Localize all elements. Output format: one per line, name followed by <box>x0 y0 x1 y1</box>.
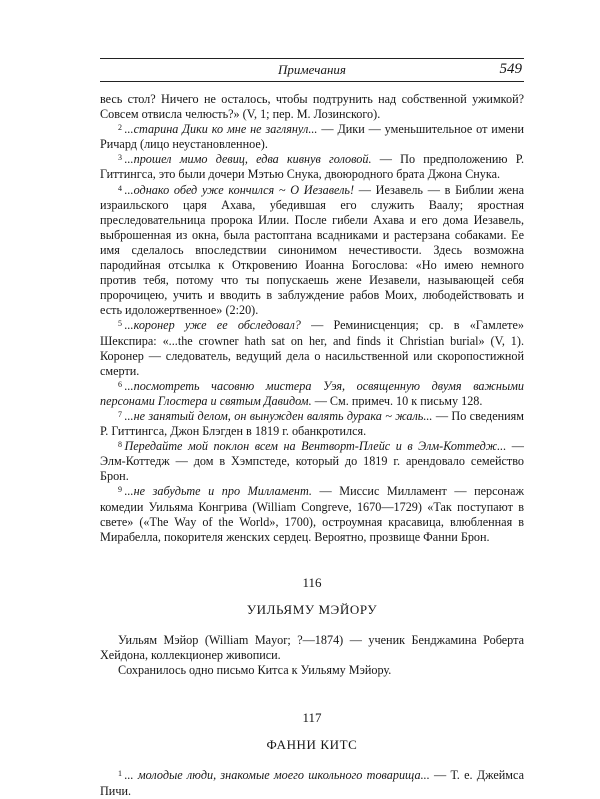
letter-116-intro: Уильям Мэйор (William Mayor; ?—1874) — ученик Бенджамина Роберта Хейдона, коллекционер живописи. <box>100 633 524 663</box>
letter-116-number: 116 <box>302 574 322 590</box>
letter-117-note-1: $^1$ ... молодые люди, знакомые моего школьного товарища... — Т. е. Джеймса Пичи. <box>100 768 524 798</box>
note-7: $^7$ ...не занятый делом, он вынужден валять дурака ~ жаль... — По сведениям Р. Гиттингса, Джон Блэгден в 1819 г. обанкротился. <box>100 408 524 439</box>
letter-117-number: 117 <box>302 710 322 726</box>
page-body <box>100 92 524 799</box>
running-title: Примечания <box>278 62 346 77</box>
running-header <box>100 58 524 82</box>
note-3: $^3$ ...прошел мимо девиц, едва кивнув головой. — По предположению Р. Гиттингса, это были дочери Мэтью Снука, двоюродного брата Джона Снука. <box>100 152 525 182</box>
continuation-text: весь стол? Ничего не осталось, чтобы подтрунить над собственной ужимкой? Совсем отвисла челюсть?» (V, 1; пер. М. Лозинского). <box>100 92 524 122</box>
note-4: $^4$ ...однако обед уже кончился ~ О Иезавель! — Иезавель — в Библии жена израильского царя Ахава, убедившая его служить Ваалу; яростная преследовательница пророка Илии. После гибели Ахава и его дома Иезавель, выброшенная из окна, была растоптана всадниками и растерзана собаками. Ее имя сделалось впоследствии синонимом нечестивости. Здесь возможна пародийная отсылка к Откровению Иоанна Богослова: «Но имею немного против тебя, потому что ты попускаешь жене Иезавели, называющей себя пророчицею, учить и вводить в заблуждение рабов Моих, любодействовать и есть идоложертвенное» (2:20). <box>100 182 524 318</box>
letter-116-title: УИЛЬЯМУ МЭЙОРУ <box>246 601 378 617</box>
note-2: $^2$ ...старина Дики ко мне не заглянул... — Дики — уменьшительное от имени Ричард (лицо неустановленное). <box>100 122 524 152</box>
page-number: 549 <box>499 61 522 77</box>
letter-116-survival-note: Сохранилось одно письмо Китса к Уильяму Мэйору. <box>118 663 392 678</box>
note-5: $^5$ ...коронер уже ее обследовал? — Реминисценция; ср. в «Гамлете» Шекспира: «...the crowner hath sat on her, and finds it Christian burial» (V, 1). Коронер — следователь, ведущий дела о насильственной или скоропостижной смерти. <box>100 318 524 378</box>
note-8: $^8$ Передайте мой поклон всем на Вентворт-Плейс и в Элм-Коттедж... — Элм-Коттедж — дом в Хэмпстеде, который до 1819 г. арендовало семейство Брон. <box>100 439 524 484</box>
note-6: $^6$ ...посмотреть часовню мистера Уэя, освященную двумя важными персонами Глостера и святым Давидом. — См. примеч. 10 к письму 128. <box>100 378 524 408</box>
note-9: $^9$ ...не забудьте и про Милламент. — Миссис Милламент — персонаж комедии Уильяма Конгрива (William Congreve, 1670—1729) «Так поступают в свете» («The Way of the World», 1700), остроумная красавица, влюбленная в Мирабелла, покорителя женских сердец. Вероятно, прозвище Фанни Брон. <box>100 484 524 544</box>
letter-117-title: ФАННИ КИТС <box>266 737 358 753</box>
